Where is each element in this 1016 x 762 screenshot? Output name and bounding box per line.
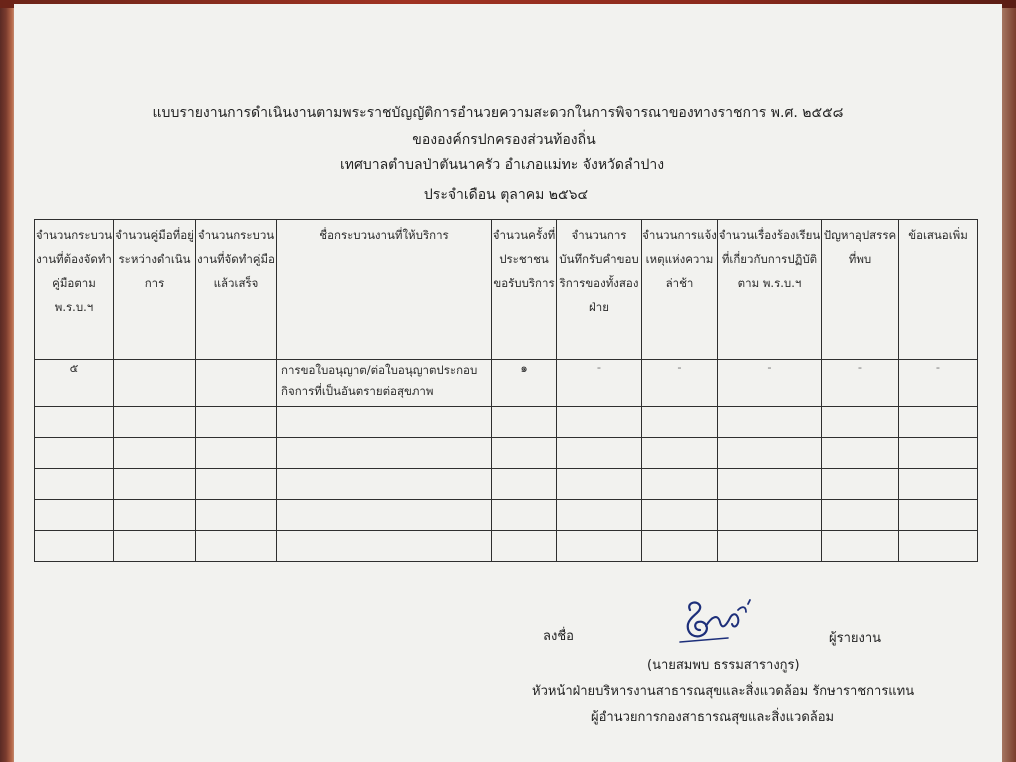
table-row (35, 360, 978, 407)
table-row (35, 438, 978, 469)
cell-process-name (277, 360, 492, 407)
organization-type: ขององค์กรปกครองส่วนท้องถิ่น (412, 132, 596, 148)
process-name-line1: การขอใบอนุญาต/ต่อใบอนุญาตประกอบ (281, 363, 478, 377)
cell-delay-notices: - (642, 360, 718, 407)
header-problems: ปัญหาอุปสรรคที่พบ (822, 220, 899, 360)
cell-suggestions: - (899, 360, 978, 407)
handwritten-signature (676, 596, 766, 648)
reporter-position-acting: ผู้อำนวยการกองสาธารณสุขและสิ่งแวดล้อม (591, 710, 835, 725)
sign-label: ลงชื่อ (543, 629, 574, 644)
table-header-row (35, 220, 978, 360)
cell-complaints: - (718, 360, 822, 407)
table-row (35, 500, 978, 531)
report-title: แบบรายงานการดำเนินงานตามพระราชบัญญัติการอำนวยความสะดวกในการพิจารณาของทางราชการ พ.ศ. ๒๕๕๘ (152, 105, 844, 121)
cell-manuals-in-progress (114, 360, 196, 407)
header-complaints: จำนวนเรื่องร้องเรียนที่เกี่ยวกับการปฏิบัติตาม พ.ร.บ.ฯ (718, 220, 822, 360)
organization-name: เทศบาลตำบลป่าตันนาครัว อำเภอแม่ทะ จังหวัดลำปาง (339, 157, 665, 173)
table-row (35, 531, 978, 562)
reporter-position: หัวหน้าฝ่ายบริหารงานสาธารณสุขและสิ่งแวดล้อม รักษาราชการแทน (532, 684, 915, 699)
header-suggestions: ข้อเสนอเพิ่ม (899, 220, 978, 360)
process-name-line2: กิจการที่เป็นอันตรายต่อสุขภาพ (281, 384, 434, 398)
header-service-requests: จำนวนครั้งที่ประชาชนขอรับบริการ (492, 220, 557, 360)
header-total-processes: จำนวนกระบวนงานที่ต้องจัดทำคู่มือตาม พ.ร.บ.ฯ (35, 220, 114, 360)
header-manuals-completed: จำนวนกระบวนงานที่จัดทำคู่มือแล้วเสร็จ (196, 220, 277, 360)
table-row (35, 407, 978, 438)
header-manuals-in-progress: จำนวนคู่มือที่อยู่ระหว่างดำเนินการ (114, 220, 196, 360)
header-process-name: ชื่อกระบวนงานที่ให้บริการ (277, 220, 492, 360)
report-period: ประจำเดือน ตุลาคม ๒๕๖๔ (423, 187, 589, 203)
cell-service-requests: ๑ (492, 360, 557, 407)
cell-total-processes: ๕ (35, 360, 114, 407)
reporter-label: ผู้รายงาน (829, 631, 882, 646)
header-request-records: จำนวนการบันทึกรับคำขอบริการของทั้งสองฝ่าย (557, 220, 642, 360)
cell-manuals-completed (196, 360, 277, 407)
header-delay-notices: จำนวนการแจ้งเหตุแห่งความล่าช้า (642, 220, 718, 360)
cell-request-records: - (557, 360, 642, 407)
reporter-name: (นายสมพบ ธรรมสารางกูร) (647, 658, 800, 673)
cell-problems: - (822, 360, 899, 407)
report-table (34, 219, 978, 562)
table-row (35, 469, 978, 500)
